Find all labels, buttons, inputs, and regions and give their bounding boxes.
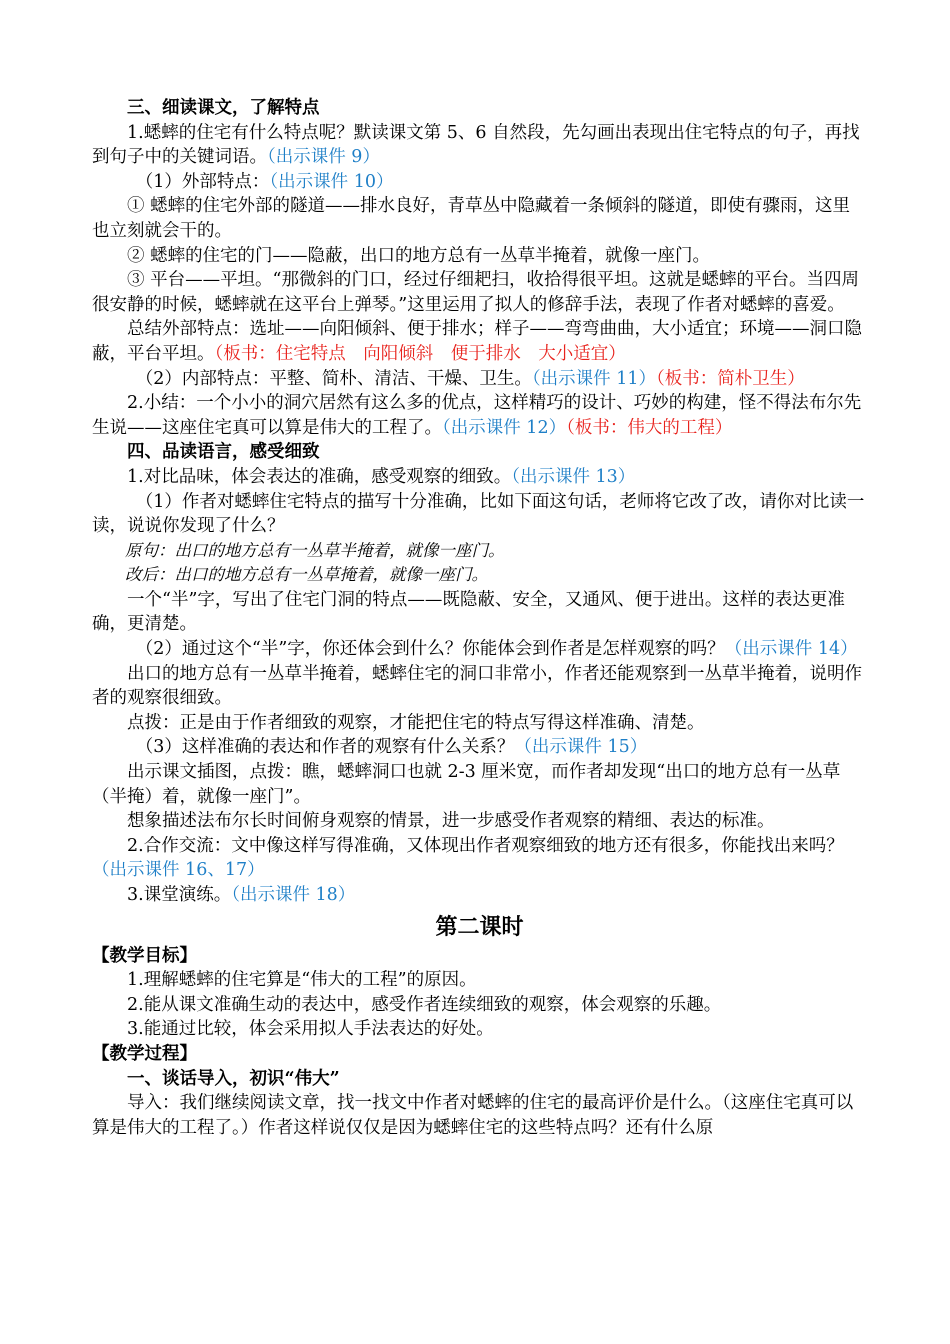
- paragraph: 想象描述法布尔长时间俯身观察的情景，进一步感受作者观察的精细、表达的标准。: [127, 811, 775, 832]
- board-note: （板书：住宅特点 向阳倾斜 便于排水 大小适宜）: [214, 343, 626, 364]
- paragraph: [92, 367, 867, 392]
- section3-heading: 三、细读课文，了解特点: [127, 98, 320, 118]
- document-page: [92, 96, 867, 1140]
- paragraph-text: 1.对比品味，体会表达的准确，感受观察的细致。: [127, 466, 512, 487]
- paragraph: ① 蟋蟀的住宅外部的隧道——排水良好，青草丛中隐藏着一条倾斜的隧道，即使有骤雨，这里也立刻就会干的。: [92, 196, 851, 241]
- paragraph: 点拨：正是由于作者细致的观察，才能把住宅的特点写得这样准确、清楚。: [127, 712, 705, 733]
- paragraph-text: 2.小结：一个小小的洞穴居然有这么多的优点，这样精巧的设计、巧妙的构建，怪不得法布尔先生说——这座住宅真可以算是伟大的工程了。: [92, 393, 862, 438]
- paragraph: [92, 883, 867, 908]
- courseware-ref: （出示课件 16、17）: [92, 860, 265, 881]
- goal-item: 3.能通过比较，体会采用拟人手法表达的好处。: [127, 1019, 494, 1040]
- courseware-ref: （出示课件 10）: [269, 171, 394, 192]
- original-sentence: 原句：出口的地方总有一丛草半掩着，就像一座门。: [125, 540, 505, 560]
- paragraph: [92, 637, 867, 662]
- paragraph: [92, 735, 867, 760]
- courseware-ref: （出示课件 15）: [514, 737, 648, 758]
- paragraph-text: 3.课堂演练。: [127, 885, 232, 905]
- courseware-ref: （出示课件 13）: [511, 466, 636, 487]
- courseware-ref: （出示课件 9）: [267, 147, 380, 168]
- paragraph: ② 蟋蟀的住宅的门——隐蔽，出口的地方总有一丛草半掩着，就像一座门。: [127, 245, 711, 266]
- lesson2-title: 第二课时: [435, 913, 524, 940]
- courseware-ref: （出示课件 12）: [442, 417, 567, 438]
- paragraph-text: 2.合作交流：文中像这样写得准确，又体现出作者观察细致的地方还有很多，你能找出来吗？: [127, 835, 844, 856]
- goals-heading: 【教学目标】: [92, 945, 197, 966]
- paragraph: [92, 121, 867, 170]
- paragraph: （1）作者对蟋蟀住宅特点的描写十分准确，比如下面这句话，老师将它改了改，请你对比读一读，说说你发现了什么？: [92, 491, 865, 537]
- paragraph: 出示课文插图，点拨：瞧，蟋蟀洞口也就 2-3 厘米宽，而作者却发现“出口的地方总有一丛草（半掩）着，就像一座门”。: [92, 762, 841, 807]
- process-heading: 【教学过程】: [92, 1043, 197, 1064]
- paragraph: ③ 平台——平坦。“那微斜的门口，经过仔细耙扫，收拾得很平坦。这就是蟋蟀的平台。当四周很安静的时候，蟋蟀就在这平台上弹琴。”这里运用了拟人的修辞手法，表现了作者对蟋蟀的喜爱。: [92, 270, 860, 315]
- paragraph-text: 总结外部特点：选址——向阳倾斜、便于排水；样子——弯弯曲曲，大小适宜；环境——洞口隐蔽，平台平坦。: [92, 319, 862, 364]
- paragraph: [92, 391, 867, 440]
- goal-item: 1.理解蟋蟀的住宅算是“伟大的工程”的原因。: [127, 970, 477, 991]
- courseware-ref: （出示课件 18）: [231, 885, 356, 905]
- paragraph: [92, 170, 867, 195]
- paragraph: 出口的地方总有一丛草半掩着，蟋蟀住宅的洞口非常小，作者还能观察到一丛草半掩着，说明作者的观察很细致。: [92, 663, 862, 709]
- board-note: （板书：简朴卫生）: [655, 368, 805, 389]
- paragraph-text: 1.蟋蟀的住宅有什么特点呢？默读课文第 5、6 自然段，先勾画出表现出住宅特点的句子，再找到句子中的关键词语。: [92, 122, 860, 168]
- paragraph: [92, 465, 867, 490]
- paragraph-text: （2）通过这个“半”字，你还体会到什么？你能体会到作者是怎样观察的吗？: [135, 639, 725, 660]
- courseware-ref: （出示课件 14）: [724, 639, 858, 660]
- goal-item: 2.能从课文准确生动的表达中，感受作者连续细致的观察，体会观察的乐趣。: [127, 994, 722, 1015]
- paragraph-text: （2）内部特点：平整、简朴、清洁、干燥、卫生。: [135, 368, 532, 389]
- section4-heading: 四、品读语言，感受细致: [127, 442, 320, 463]
- paragraph: 一个“半”字，写出了住宅门洞的特点——既隐蔽、安全，又通风、便于进出。这样的表达更准确，更清楚。: [92, 589, 845, 635]
- changed-sentence: 改后：出口的地方总有一丛草掩着，就像一座门。: [125, 565, 488, 585]
- paragraph-text: （3）这样准确的表达和作者的观察有什么关系？: [135, 737, 515, 758]
- lesson2-section1-heading: 一、谈话导入，初识“伟大”: [127, 1068, 340, 1089]
- paragraph: [92, 834, 867, 883]
- paragraph: [92, 317, 867, 366]
- courseware-ref: （出示课件 11）: [531, 368, 656, 389]
- board-note: （板书：伟大的工程）: [566, 417, 733, 438]
- paragraph-text: （1）外部特点：: [135, 171, 270, 192]
- paragraph: 导入：我们继续阅读文章，找一找文中作者对蟋蟀的住宅的最高评价是什么。（这座住宅真可以算是伟大的工程了。）作者这样说仅仅是因为蟋蟀住宅的这些特点吗？还有什么原: [92, 1093, 854, 1138]
